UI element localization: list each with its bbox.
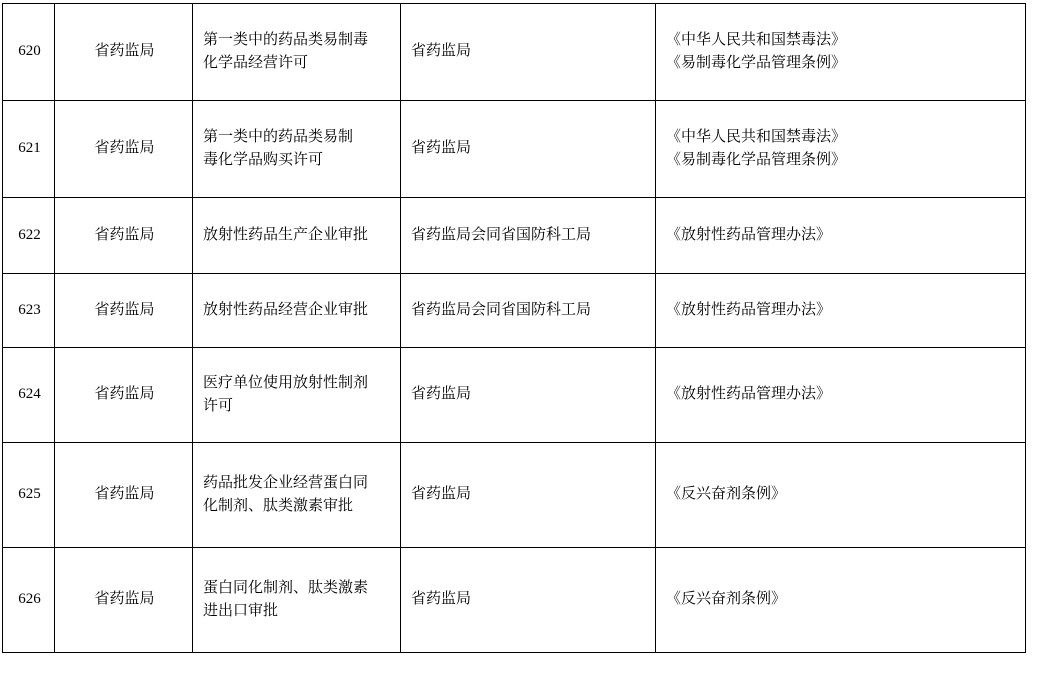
cell-legal-basis-line: 《易制毒化学品管理条例》 — [666, 55, 847, 71]
cell-item-name — [193, 198, 401, 274]
cell-legal-basis — [656, 274, 1026, 348]
cell-department: 省药监局 — [55, 4, 193, 101]
cell-implementing-agency — [401, 443, 656, 548]
cell-implementing-agency — [401, 274, 656, 348]
cell-sequence-number: 626 — [3, 548, 55, 653]
cell-sequence-number: 625 — [3, 443, 55, 548]
table-body — [3, 4, 1026, 653]
cell-implementing-agency — [401, 198, 656, 274]
cell-item-name-line: 放射性药品生产企业审批 — [203, 226, 369, 243]
cell-legal-basis-line: 《反兴奋剂条例》 — [666, 486, 787, 503]
cell-department: 省药监局 — [55, 198, 193, 274]
cell-implementing-agency — [401, 348, 656, 443]
cell-item-name-line: 化制剂、肽类激素审批 — [203, 498, 354, 514]
cell-item-name-line: 放射性药品经营企业审批 — [203, 301, 369, 318]
cell-legal-basis — [656, 198, 1026, 274]
cell-implementing-agency — [401, 548, 656, 653]
cell-implementing-agency — [401, 4, 656, 101]
cell-sequence-number: 623 — [3, 274, 55, 348]
table-row — [3, 348, 1026, 443]
table-row — [3, 4, 1026, 101]
document-page — [0, 3, 1059, 688]
cell-item-name-line: 蛋白同化制剂、肽类激素 — [203, 579, 369, 596]
cell-item-name — [193, 548, 401, 653]
cell-legal-basis — [656, 348, 1026, 443]
cell-legal-basis-line: 《反兴奋剂条例》 — [666, 591, 787, 608]
cell-item-name-line: 第一类中的药品类易制毒 — [203, 31, 369, 48]
table-row — [3, 274, 1026, 348]
cell-item-name-line: 药品批发企业经营蛋白同 — [203, 474, 369, 491]
cell-item-name — [193, 274, 401, 348]
cell-item-name-line: 化学品经营许可 — [203, 55, 309, 71]
table-row — [3, 198, 1026, 274]
cell-legal-basis — [656, 443, 1026, 548]
cell-implementing-agency-line: 省药监局 — [411, 386, 472, 403]
cell-implementing-agency-line: 省药监局 — [411, 486, 472, 503]
cell-legal-basis — [656, 4, 1026, 101]
cell-department: 省药监局 — [55, 348, 193, 443]
cell-legal-basis — [656, 548, 1026, 653]
cell-department: 省药监局 — [55, 443, 193, 548]
cell-sequence-number: 622 — [3, 198, 55, 274]
cell-item-name-line: 进出口审批 — [203, 603, 279, 619]
cell-item-name-line: 医疗单位使用放射性制剂 — [203, 374, 369, 391]
table-row — [3, 548, 1026, 653]
cell-legal-basis-line: 《中华人民共和国禁毒法》 — [666, 31, 847, 48]
cell-implementing-agency-line: 省药监局 — [411, 43, 472, 60]
cell-legal-basis-line: 《中华人民共和国禁毒法》 — [666, 128, 847, 145]
cell-implementing-agency — [401, 101, 656, 198]
cell-item-name — [193, 348, 401, 443]
cell-department: 省药监局 — [55, 101, 193, 198]
cell-item-name-line: 许可 — [203, 398, 234, 414]
cell-department: 省药监局 — [55, 548, 193, 653]
cell-item-name-line: 毒化学品购买许可 — [203, 152, 324, 168]
cell-item-name — [193, 443, 401, 548]
table-row — [3, 443, 1026, 548]
cell-implementing-agency-line: 省药监局会同省国防科工局 — [411, 226, 592, 243]
cell-legal-basis-line: 《放射性药品管理办法》 — [666, 301, 832, 318]
cell-implementing-agency-line: 省药监局 — [411, 140, 472, 157]
cell-legal-basis — [656, 101, 1026, 198]
cell-legal-basis-line: 《放射性药品管理办法》 — [666, 386, 832, 403]
cell-department: 省药监局 — [55, 274, 193, 348]
cell-legal-basis-line: 《易制毒化学品管理条例》 — [666, 152, 847, 168]
table-row — [3, 101, 1026, 198]
cell-item-name — [193, 4, 401, 101]
cell-sequence-number: 624 — [3, 348, 55, 443]
cell-implementing-agency-line: 省药监局 — [411, 591, 472, 608]
cell-sequence-number: 621 — [3, 101, 55, 198]
cell-item-name — [193, 101, 401, 198]
permit-items-table — [2, 3, 1026, 653]
cell-item-name-line: 第一类中的药品类易制 — [203, 128, 354, 145]
cell-sequence-number: 620 — [3, 4, 55, 101]
cell-legal-basis-line: 《放射性药品管理办法》 — [666, 226, 832, 243]
cell-implementing-agency-line: 省药监局会同省国防科工局 — [411, 301, 592, 318]
